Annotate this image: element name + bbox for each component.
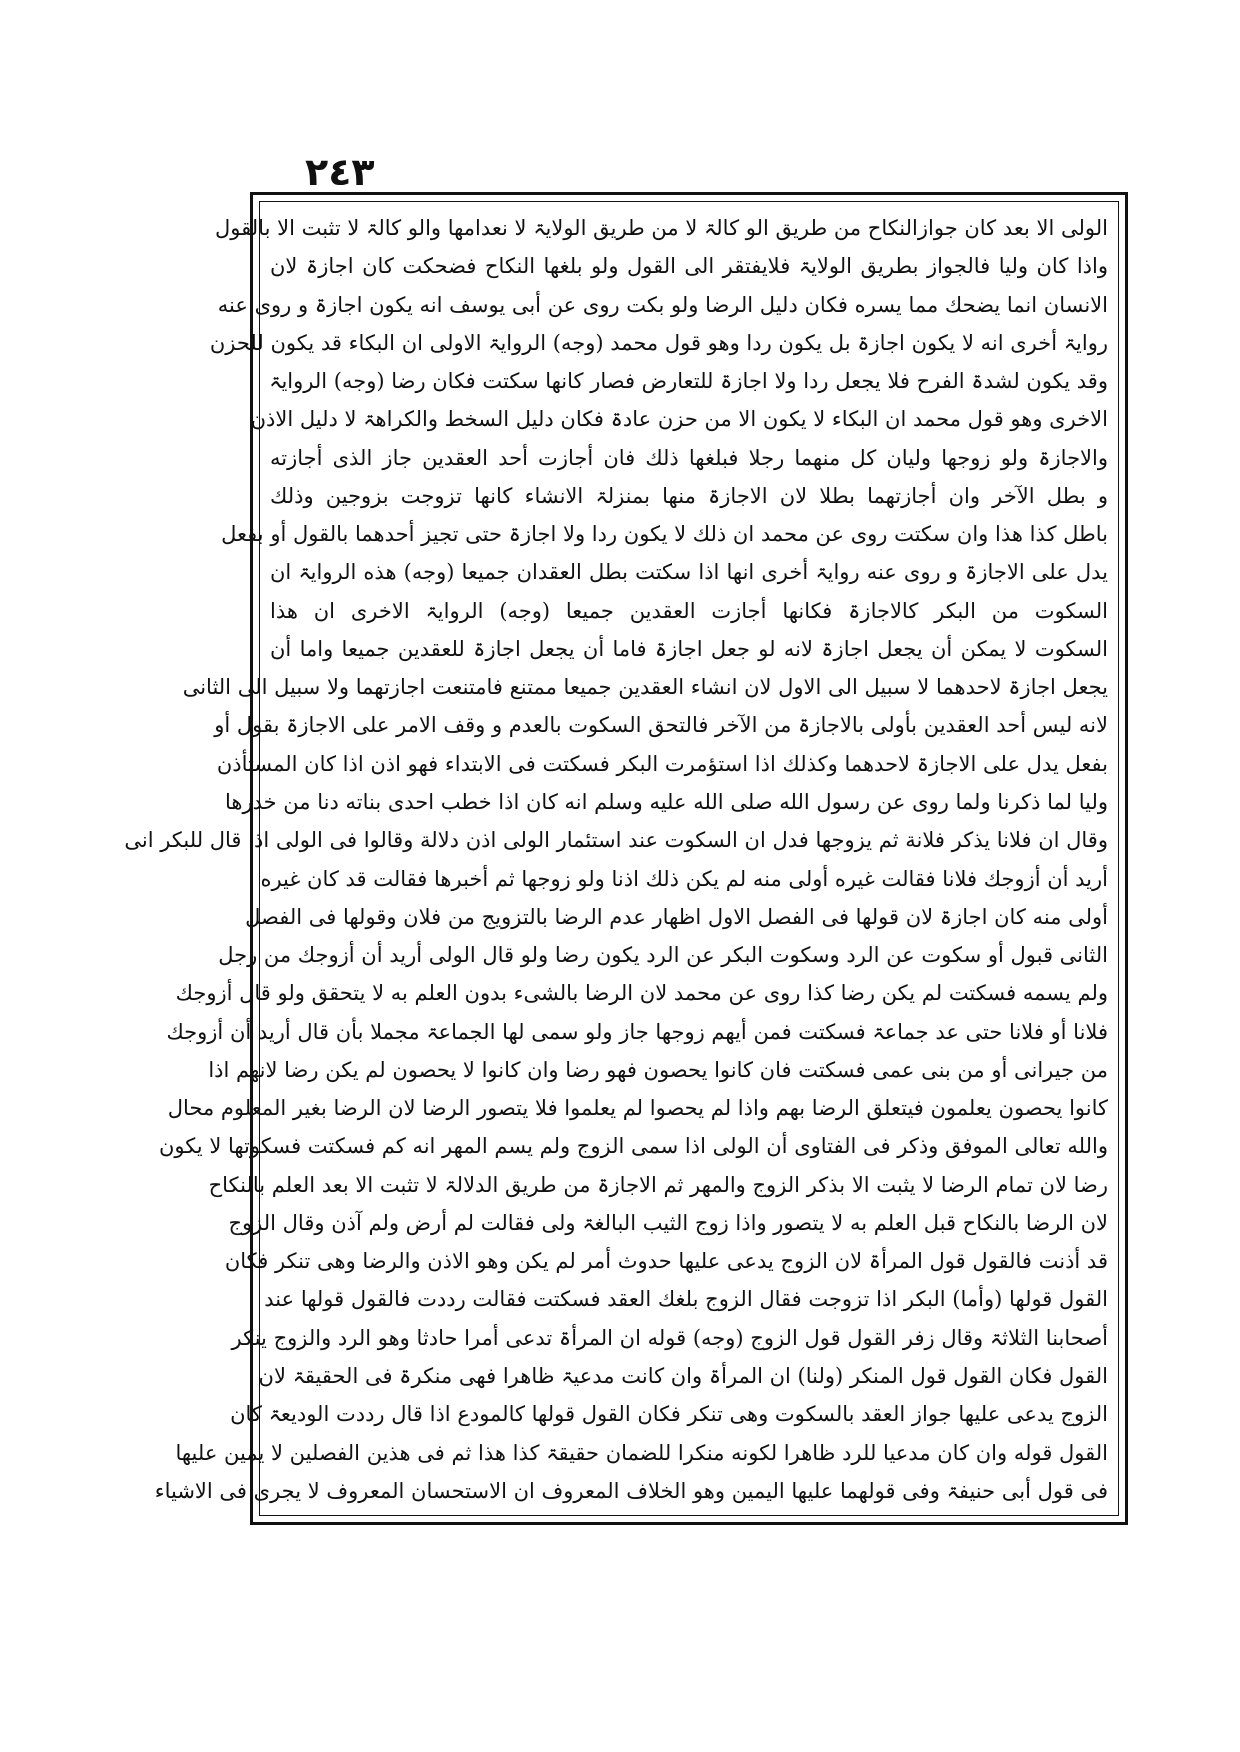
text-line: القول فکان القول قول المنکر (ولنا) ان المرأۃ وان کانت مدعیۃ ظاهرا فهی منکرۃ فی الحقیقۃ لان [258, 1363, 1108, 1388]
text-line: والله تعالی الموفق وذکر فی الفتاوی أن الولی اذا سمی الزوج ولم یسم المهر انه کم فسکتت فسکوتها لا یکون [158, 1134, 1108, 1159]
text-line: الاخری وهو قول محمد ان البکاء لا یکون الا من حزن عادۃ فکان دلیل السخط والکراهۃ لا دلیل الاذن [250, 407, 1108, 432]
text-line: أولی منه کان اجازۃ لان قولها فی الفصل الاول اظهار عدم الرضا بالتزویج من فلان وقولها فی الفصل [245, 904, 1108, 929]
text-line: أصحابنا الثلاثۃ وقال زفر القول قول الزوج (وجه) قوله ان المرأۃ تدعی أمرا حادثا وهو الرد والزوج ینکر [231, 1325, 1108, 1350]
text-line: یدل علی الاجازۃ و روی عنه روایۃ أخری انها اذا سکتت بطل العقدان جمیعا (وجه) هذه الروایۃ ان [270, 560, 1108, 585]
text-line: والاجازۃ ولو زوجها ولیان کل منهما رجلا فبلغها ذلك فان أجازت أحد العقدین جاز الذی أجازته [270, 445, 1108, 470]
text-line: الزوج یدعی علیها جواز العقد بالسکوت وهی تنکر فکان القول قولها کالمودع اذا قال رددت الودیعۃ کان [230, 1402, 1108, 1427]
text-line: السکوت لا یمکن أن یجعل اجازۃ لانه لو جعل اجازۃ فاما أن یجعل اجازۃ للعقدین جمیعا واما أن [270, 636, 1108, 661]
text-line: أرید أن أزوجك فلانا فقالت غیره أولی منه لم یکن ذلك اذنا ولو زوجها ثم أخبرها فقالت قد کان غیره [260, 866, 1108, 891]
text-line: و بطل الآخر وان أجازتهما بطلا لان الاجازۃ منها بمنزلۃ الانشاء کانها تزوجت بزوجین وذلك [270, 483, 1108, 508]
text-line: بفعل یدل علی الاجازۃ لاحدهما وکذلك اذا استؤمرت البکر فسکتت فی الابتداء فهو اذن اذا کان المستأذن [216, 751, 1108, 776]
text-line: من جیرانی أو من بنی عمی فسکتت فان کانوا یحصون فهو رضا وان کانوا لا یحصون لم یکن رضا لانهم اذا [208, 1057, 1108, 1082]
text-body [124, 210, 1108, 1509]
page-number: ٢٤٣ [305, 150, 375, 194]
text-line: باطل کذا هذا وان سکتت روی عن محمد ان ذلك لا یکون ردا ولا اجازۃ حتی تجیز أحدهما بالقول أو بفعل [221, 522, 1108, 547]
text-line: القول قوله وان کان مدعیا للرد ظاهرا لکونه منکرا للضمان حقیقۃ کذا هذا ثم فی هذین الفصلین لا یمین علیها [175, 1440, 1108, 1465]
text-line: ولم یسمه فسکتت لم یکن رضا کذا روی عن محمد لان الرضا بالشیء بدون العلم به لا یتحقق ولو قال أزوجك [175, 981, 1108, 1006]
text-line: الثانی قبول أو سکوت عن الرد وسکوت البکر عن الرد یکون رضا ولو قال الولی أرید أن أزوجك من رجل [218, 943, 1108, 968]
text-line: الولی الا بعد کان جوازالنکاح من طریق الو کالۃ لا من طریق الولایۃ لا نعدامها والو کالۃ لا تثبت الا بالقول [215, 216, 1108, 240]
text-line: القول قولها (وأما) البکر اذا تزوجت فقال الزوج بلغك العقد فسکتت فقالت رددت فالقول قولها عند [264, 1287, 1108, 1312]
text-line: وقد یکون لشدۃ الفرح فلا یجعل ردا ولا اجازۃ للتعارض فصار کانها سکتت فکان رضا (وجه) الروایۃ [269, 369, 1108, 394]
text-line: رضا لان تمام الرضا لا یثبت الا بذکر الزوج والمهر ثم الاجازۃ من طریق الدلالۃ لا تثبت الا بعد العلم بالنکاح [208, 1172, 1108, 1197]
text-frame-inner [124, 201, 1119, 1516]
text-line: وقال ان فلانا یذکر فلانة ثم یزوجها فدل ان السکوت عند استئمار الولی اذن دلالة وقالوا فی الولی اذا قال للبکر انی [124, 828, 1108, 853]
text-line: لان الرضا بالنکاح قبل العلم به لا یتصور واذا زوج الثیب البالغۃ ولی فقالت لم أرض ولم آذن وقال الزوج [228, 1210, 1108, 1235]
text-line: فی قول أبی حنیفۃ وفی قولهما علیها الیمین وهو الخلاف المعروف ان الاستحسان المعروف لا یجری فی الاشیاء [154, 1478, 1108, 1503]
text-line: یجعل اجازۃ لاحدهما لا سبیل الی الاول لان انشاء العقدین جمیعا ممتنع فامتنعت اجازتهما ولا سبیل الی الثانی [182, 675, 1108, 700]
text-line: کانوا یحصون یعلمون فیتعلق الرضا بهم واذا لم یحصوا لم یعلموا فلا یتصور الرضا لان الرضا بغیر المعلوم محال [167, 1096, 1108, 1121]
text-line: الانسان انما یضحك مما یسره فکان دلیل الرضا ولو بکت روی عن أبی یوسف انه یکون اجازۃ و روی عنه [217, 292, 1108, 317]
text-frame [124, 192, 1128, 1525]
text-line: السکوت من البکر کالاجازۃ فکانها أجازت العقدین جمیعا (وجه) الروایۃ الاخری ان هذا [270, 598, 1108, 623]
text-line: ولیا لما ذکرنا ولما روی عن رسول الله صلی الله علیه وسلم انه کان اذا خطب احدی بناته دنا من خدرها [225, 789, 1108, 814]
text-line: روایۃ أخری انه لا یکون اجازۃ بل یکون ردا وهو قول محمد (وجه) الروایۃ الاولی ان البکاء قد یکون للحزن [209, 330, 1108, 355]
text-line: قد أذنت فالقول قول المرأۃ لان الزوج یدعی علیها حدوث أمر لم یکن وهو الاذن والرضا وهی تنکر فکان [224, 1249, 1108, 1274]
text-line: واذا کان ولیا فالجواز بطریق الولایۃ فلایفتقر الی القول ولو بلغها النکاح فضحکت کان اجازۃ لان [270, 254, 1108, 279]
text-line: لانه لیس أحد العقدین بأولی بالاجازۃ من الآخر فالتحق السکوت بالعدم و وقف الامر علی الاجازۃ بقول أو [214, 713, 1108, 738]
text-line: فلانا أو فلانا حتی عد جماعۃ فسکتت فمن أیهم زوجها جاز ولو سمی لها الجماعۃ مجملا بأن قال أرید أن أزوجك [166, 1019, 1108, 1044]
